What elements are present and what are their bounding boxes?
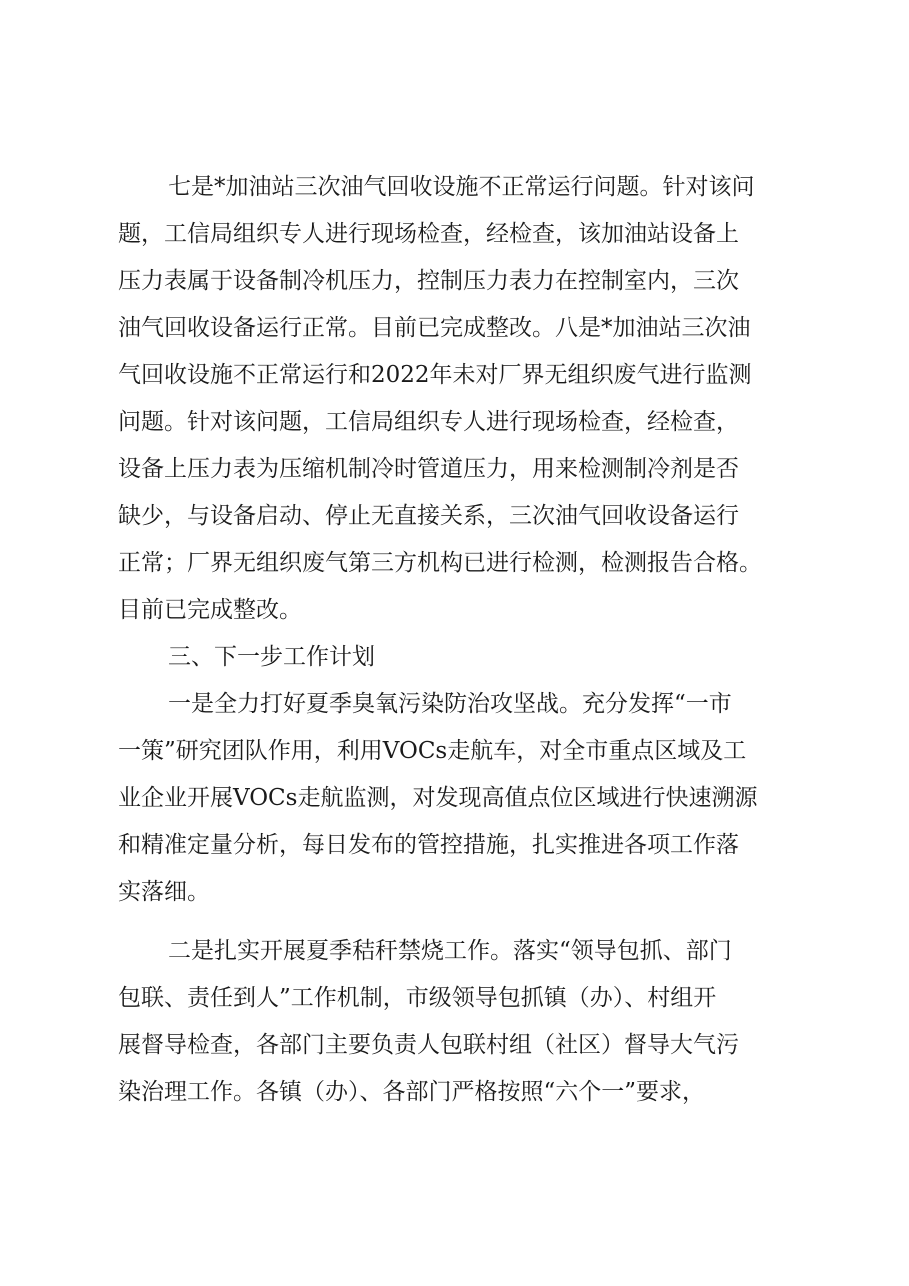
- p1-line-8: 缺少，与设备启动、停止无直接关系，三次油气回收设备运行: [118, 503, 739, 529]
- p1-line-5: 气回收设施不正常运行和2022年未对厂界无组织废气进行监测: [118, 362, 752, 388]
- p2-line-5: 实落细。: [118, 879, 210, 905]
- p1-line-4: 油气回收设备运行正常。目前已完成整改。八是*加油站三次油: [118, 315, 751, 341]
- p2-line-3: 业企业开展VOCs走航监测，对发现高值点位区域进行快速溯源: [118, 785, 758, 811]
- p3-line-2: 包联、责任到人”工作机制，市级领导包抓镇（办）、村组开: [118, 985, 717, 1011]
- section-heading: 三、下一步工作计划: [168, 644, 375, 670]
- p2-line-2: 一策”研究团队作用，利用VOCs走航车，对全市重点区域及工: [118, 738, 747, 764]
- p3-line-4: 染治理工作。各镇（办）、各部门严格按照“六个一”要求，: [118, 1079, 706, 1105]
- p1-line-3: 压力表属于设备制冷机压力，控制压力表力在控制室内，三次: [118, 268, 739, 294]
- p1-line-10: 目前已完成整改。: [118, 597, 302, 623]
- p1-line-2: 题，工信局组织专人进行现场检查，经检查，该加油站设备上: [118, 221, 739, 247]
- p1-line-9: 正常；厂界无组织废气第三方机构已进行检测，检测报告合格。: [118, 550, 762, 576]
- p3-line-1: 二是扎实开展夏季秸秆禁烧工作。落实“领导包抓、部门: [168, 938, 732, 964]
- p3-line-3: 展督导检查，各部门主要负责人包联村组（社区）督导大气污: [118, 1032, 739, 1058]
- p1-line-7: 设备上压力表为压缩机制冷时管道压力，用来检测制冷剂是否: [118, 456, 739, 482]
- p1-line-1: 七是*加油站三次油气回收设施不正常运行问题。针对该问: [168, 174, 755, 200]
- p2-line-4: 和精准定量分析，每日发布的管控措施，扎实推进各项工作落: [118, 832, 739, 858]
- p2-line-1: 一是全力打好夏季臭氧污染防治攻坚战。充分发挥“一市: [168, 691, 732, 717]
- p1-line-6: 问题。针对该问题，工信局组织专人进行现场检查，经检查，: [118, 409, 739, 435]
